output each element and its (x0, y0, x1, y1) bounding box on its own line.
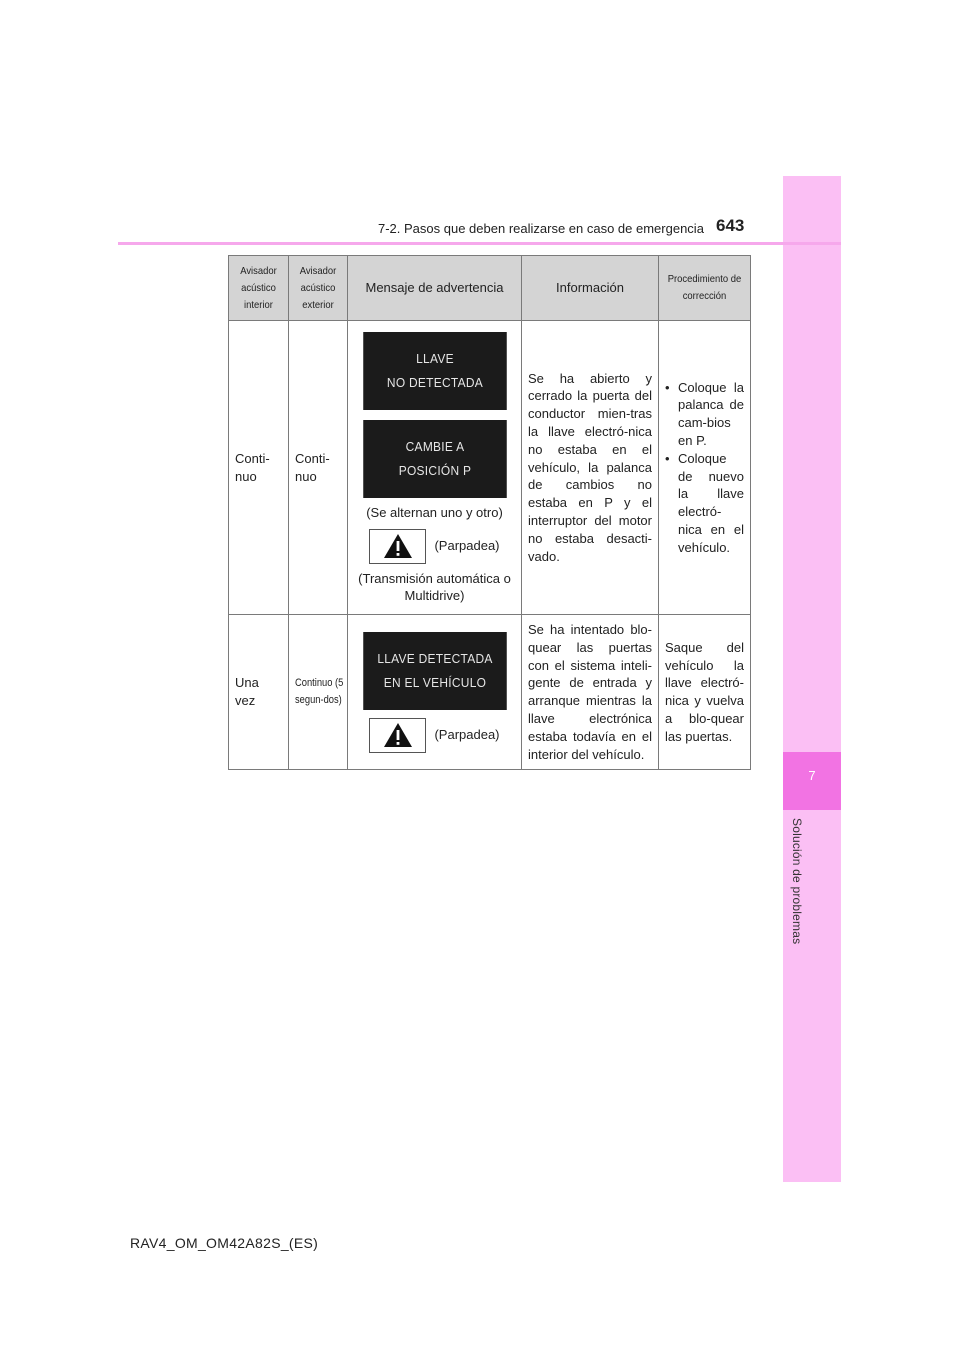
header-warning-message: Mensaje de advertencia (348, 256, 522, 321)
header-exterior-buzzer: Avisador acústico exterior (289, 256, 348, 321)
row2-information: Se ha intentado blo-quear las puertas con el sistema inteli-gente de entrada y arranque mientras la llave electrónica estaba todavía en el interior del vehículo. (522, 615, 659, 770)
row1-warning-message (348, 321, 522, 615)
table-row (229, 321, 751, 615)
row2-interior-buzzer: Una vez (229, 615, 289, 770)
page-number: 643 (716, 216, 745, 235)
blink-label: (Parpadea) (434, 727, 500, 743)
chapter-side-tab (783, 176, 841, 1182)
header-rule (118, 242, 841, 245)
list-item: • Coloque de nuevo la llave electró-nica en el vehículo. (665, 450, 744, 555)
row1-interior-buzzer: Conti-nuo (229, 321, 289, 615)
warning-table (228, 255, 751, 770)
list-item: • Coloque la palanca de cam-bios en P. (665, 379, 744, 448)
transmission-note: (Transmisión automática o Multidrive) (358, 570, 511, 603)
display-line: NO DETECTADA (386, 374, 483, 390)
warning-triangle-icon (369, 529, 426, 564)
table-header-row (229, 256, 751, 321)
row1-information: Se ha abierto y cerrado la puerta del conductor mien-tras la llave electró-nica no estaba en el vehículo, la palanca de cambios no estaba en P y el interruptor del motor no estaba desacti-vado. (522, 321, 659, 615)
table-row (229, 615, 751, 770)
chapter-number: 7 (808, 768, 816, 783)
display-shift-to-p (363, 420, 507, 498)
display-line: LLAVE DETECTADA (376, 650, 493, 666)
blink-label: (Parpadea) (434, 538, 500, 554)
display-line: POSICIÓN P (398, 462, 471, 478)
chapter-title: Solución de problemas (790, 818, 804, 945)
row1-procedure (659, 321, 751, 615)
section-title: 7-2. Pasos que deben realizarse en caso de emergencia (378, 221, 704, 236)
display-line: CAMBIE A (405, 438, 464, 454)
display-key-not-detected (363, 332, 507, 410)
header-information: Información (522, 256, 659, 321)
alternate-note: (Se alternan uno y otro) (366, 504, 503, 520)
blinking-indicator (354, 529, 515, 564)
row1-exterior-buzzer: Conti-nuo (289, 321, 348, 615)
display-line: EN EL VEHÍCULO (383, 674, 486, 690)
header-interior-buzzer: Avisador acústico interior (229, 256, 289, 321)
blinking-indicator (354, 718, 515, 753)
header-procedure: Procedimiento de corrección (659, 256, 751, 321)
document-code: RAV4_OM_OM42A82S_(ES) (130, 1235, 319, 1251)
row2-warning-message (348, 615, 522, 770)
display-key-detected-in-vehicle (363, 632, 507, 710)
row2-procedure: Saque del vehículo la llave electró-nica y vuelva a blo-quear las puertas. (659, 615, 751, 770)
row2-exterior-buzzer: Continuo (5 segun-dos) (289, 615, 348, 770)
display-line: LLAVE (415, 350, 454, 366)
warning-triangle-icon (369, 718, 426, 753)
